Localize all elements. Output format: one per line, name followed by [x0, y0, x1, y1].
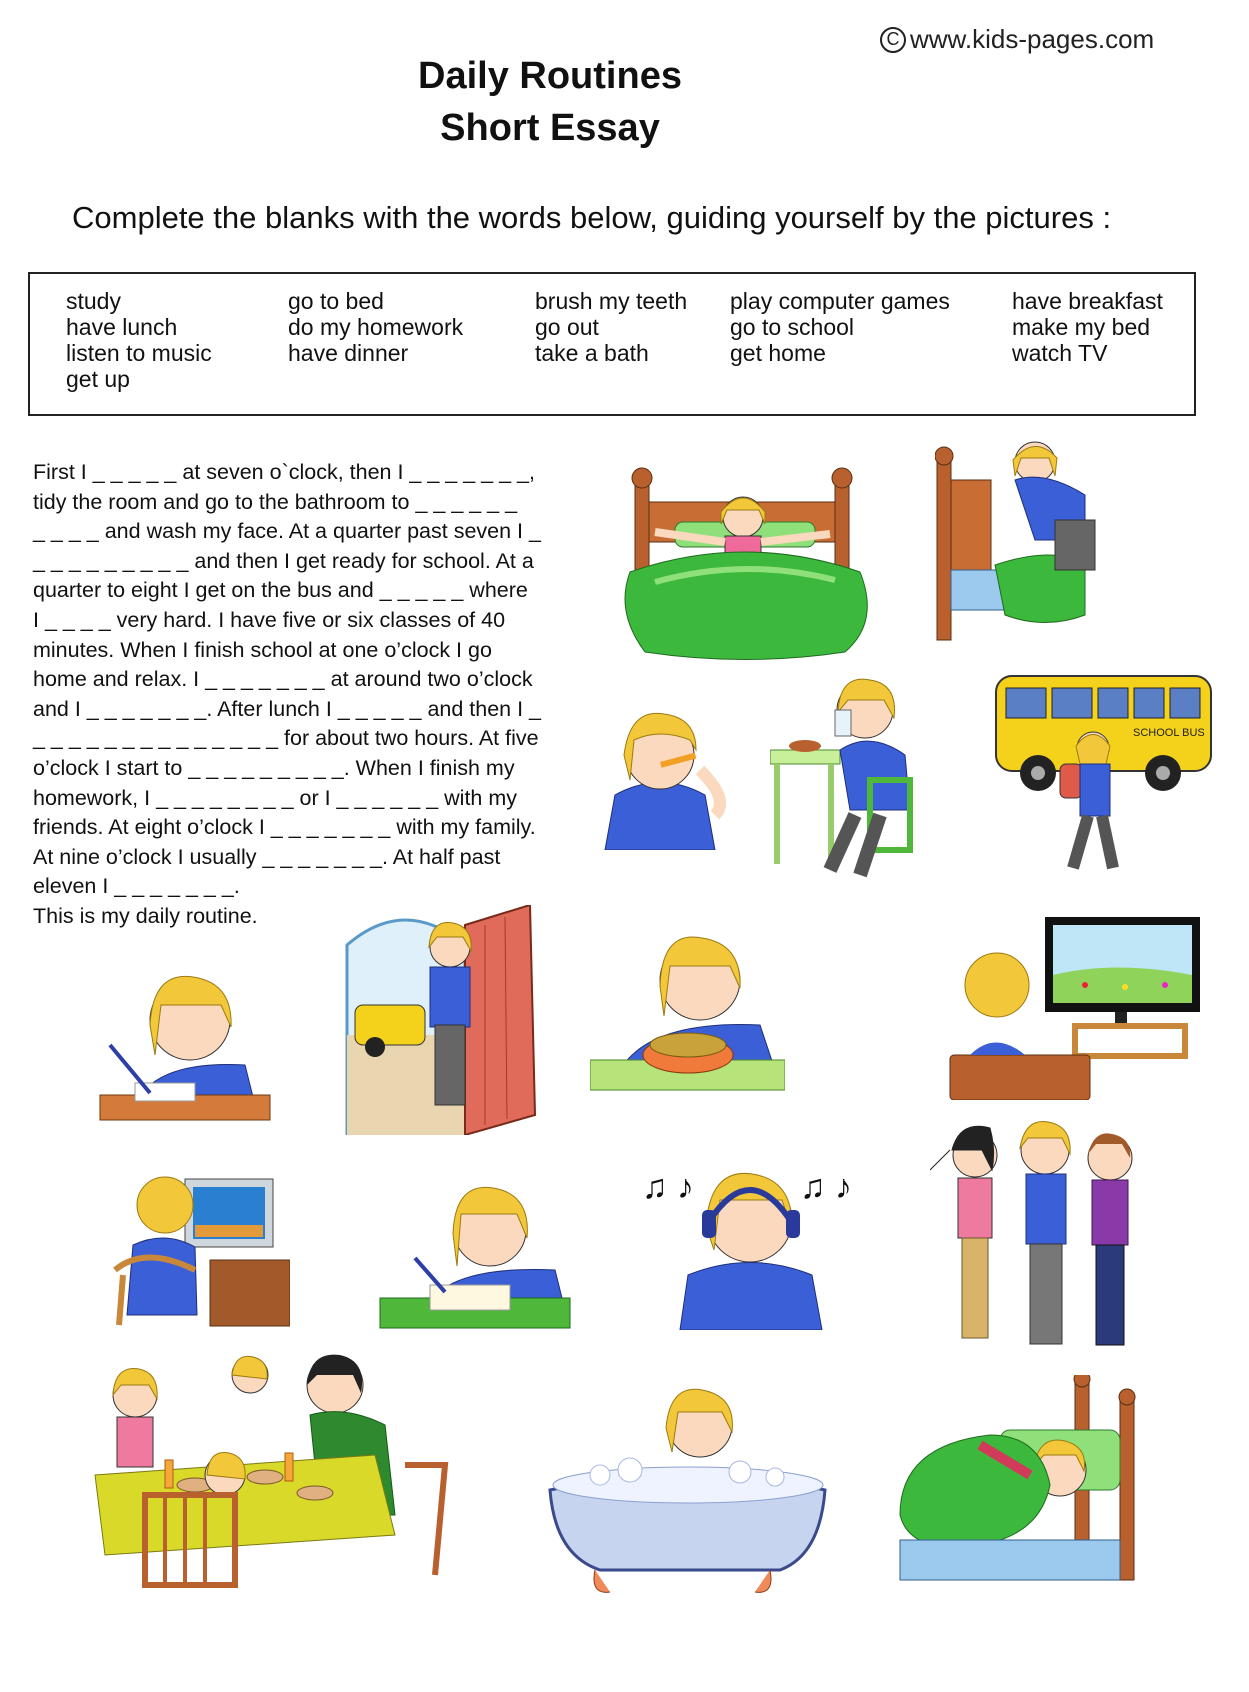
get-up-illustration	[615, 462, 890, 667]
essay-line: eleven I _ _ _ _ _ _ _.	[33, 874, 240, 899]
essay-line: At nine o’clock I usually _ _ _ _ _ _ _. At half past	[33, 844, 501, 869]
instructions-text: Complete the blanks with the words below, guiding yourself by the pictures :	[72, 200, 1112, 235]
copyright-symbol: C	[880, 27, 906, 53]
word-bank-item: get up	[66, 366, 130, 392]
have-lunch-illustration	[590, 930, 785, 1105]
essay-line: I _ _ _ _ very hard. I have five or six classes of 40	[33, 607, 506, 632]
word-bank-item: have breakfast	[1012, 288, 1163, 314]
word-bank-column-4	[730, 288, 950, 366]
school-bus-sign: SCHOOL BUS	[1133, 727, 1205, 739]
word-bank-item: go out	[535, 314, 599, 340]
essay-line: This is my daily routine.	[33, 903, 258, 928]
essay-line: friends. At eight o’clock I _ _ _ _ _ _ _ with my family.	[33, 815, 536, 840]
svg-text:♫ ♪: ♫ ♪	[642, 1168, 694, 1206]
word-bank-column-2	[288, 288, 463, 366]
listen-to-music-illustration	[640, 1150, 855, 1330]
essay-line: and I _ _ _ _ _ _ _. After lunch I _ _ _ _ _ and then I _	[33, 696, 542, 721]
make-bed-illustration	[935, 440, 1125, 650]
essay-line: home and relax. I _ _ _ _ _ _ _ at around two o’clock	[33, 667, 533, 692]
word-bank-item: get home	[730, 340, 826, 366]
do-my-homework-illustration	[375, 1180, 575, 1330]
page-subtitle: Short Essay	[440, 107, 660, 149]
go-out-illustration	[345, 905, 570, 1135]
word-bank-item: study	[66, 288, 121, 314]
word-bank-item: make my bed	[1012, 314, 1151, 340]
study-illustration	[95, 965, 275, 1125]
svg-text:♫ ♪: ♫ ♪	[800, 1168, 852, 1206]
essay-line: _ _ _ _ _ _ _ _ _ and then I get ready for school. At a	[33, 548, 534, 573]
go-to-bed-illustration	[880, 1375, 1155, 1590]
word-bank-column-3	[535, 288, 687, 366]
word-bank-item: go to bed	[288, 288, 384, 314]
take-a-bath-illustration	[540, 1380, 835, 1600]
word-bank-item: listen to music	[66, 340, 212, 366]
word-bank-item: watch TV	[1012, 340, 1108, 366]
have-dinner-illustration	[85, 1345, 455, 1595]
word-bank-box	[28, 272, 1196, 416]
watch-tv-illustration	[945, 915, 1205, 1100]
essay-line: quarter to eight I get on the bus and _ _ _ _ _ where	[33, 578, 528, 603]
essay-line: minutes. When I finish school at one o’clock I go	[33, 637, 492, 662]
essay-line: _ _ _ _ and wash my face. At a quarter past seven I _	[33, 519, 541, 544]
essay-line: o’clock I start to _ _ _ _ _ _ _ _ _. When I finish my	[33, 755, 515, 780]
page-title: Daily Routines	[418, 55, 682, 97]
go-out-friends-illustration	[930, 1110, 1160, 1360]
word-bank-item: play computer games	[730, 288, 950, 314]
essay-line: _ _ _ _ _ _ _ _ _ _ _ _ _ _ for about two hours. At five	[33, 726, 539, 751]
word-bank-column-1	[66, 288, 212, 392]
word-bank-item: take a bath	[535, 340, 649, 366]
word-bank-item: brush my teeth	[535, 288, 688, 314]
word-bank-item: do my homework	[288, 314, 464, 340]
essay-line: First I _ _ _ _ _ at seven o`clock, then I _ _ _ _ _ _ _,	[33, 460, 535, 484]
essay-line: tidy the room and go to the bathroom to _ _ _ _ _ _	[33, 489, 518, 514]
brush-teeth-illustration	[600, 700, 740, 850]
play-computer-games-illustration	[105, 1175, 290, 1330]
go-to-school-illustration	[988, 668, 1218, 878]
word-bank-item: go to school	[730, 314, 855, 340]
word-bank-column-5	[1012, 288, 1163, 366]
essay-line: homework, I _ _ _ _ _ _ _ _ or I _ _ _ _ _ _ with my	[33, 785, 518, 810]
word-bank-item: have lunch	[66, 314, 178, 340]
have-breakfast-illustration	[770, 670, 920, 895]
copyright-url: www.kids-pages.com	[910, 24, 1155, 54]
word-bank-item: have dinner	[288, 340, 409, 366]
essay-text	[33, 458, 573, 932]
